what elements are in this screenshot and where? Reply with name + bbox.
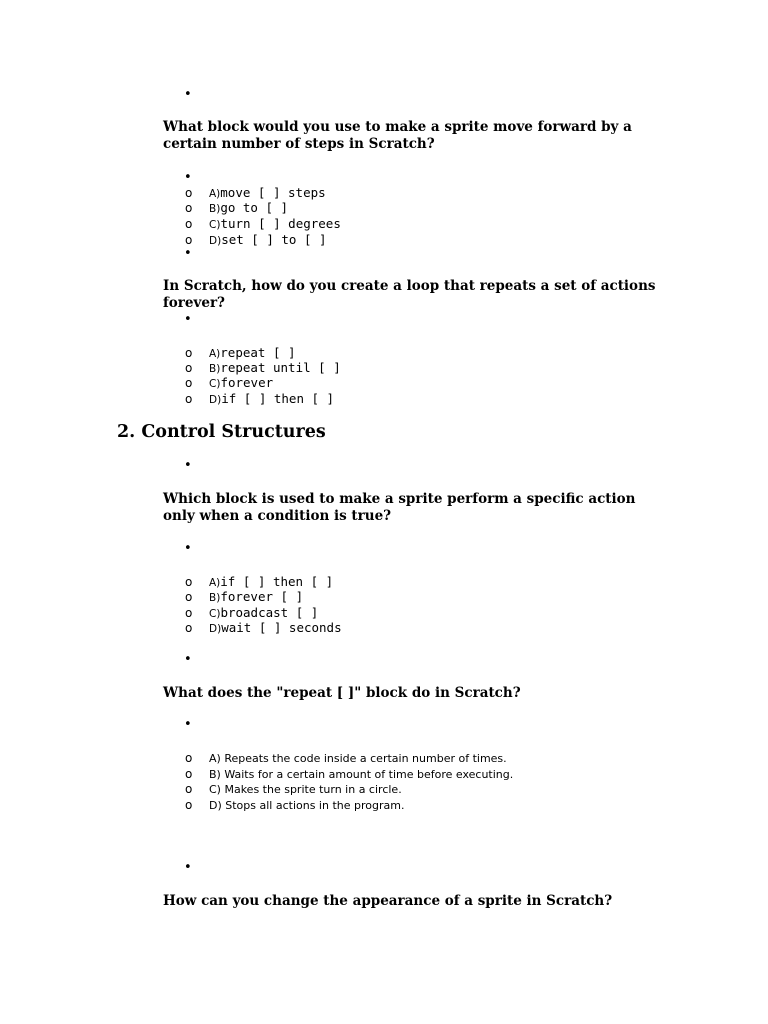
option-letter: D) — [209, 394, 222, 406]
bullet-icon: • — [184, 246, 192, 261]
option-text: forever — [220, 375, 274, 390]
option-row — [185, 184, 326, 199]
option-marker: o — [185, 621, 193, 635]
option-letter: B) — [209, 203, 221, 215]
option-text: turn [ ] degrees — [220, 216, 341, 231]
bullet-icon: • — [184, 170, 192, 185]
option-text: set [ ] to [ ] — [221, 232, 327, 247]
option-marker: o — [185, 767, 193, 781]
option-letter: A) — [209, 577, 221, 589]
option-text: forever [ ] — [220, 589, 304, 604]
question-1: What block would you use to make a sprite move forward by a certain number of steps in Scratch? — [163, 119, 632, 152]
option-letter: D) — [209, 623, 222, 635]
option-row — [185, 619, 342, 634]
option-marker: o — [185, 392, 193, 406]
option-letter: A) — [209, 348, 221, 360]
option-letter: A) — [209, 188, 221, 200]
option-row — [185, 749, 507, 764]
option-text: B) Waits for a certain amount of time before executing. — [209, 768, 514, 781]
bullet-icon: • — [184, 312, 192, 327]
option-text: repeat until [ ] — [220, 360, 341, 375]
bullet-icon: • — [184, 860, 192, 875]
question-5: How can you change the appearance of a sprite in Scratch? — [163, 893, 613, 909]
option-row — [185, 765, 513, 780]
option-marker: o — [185, 590, 193, 604]
option-text: A) Repeats the code inside a certain number of times. — [209, 752, 507, 765]
option-text: move [ ] steps — [220, 185, 326, 200]
option-row — [185, 390, 334, 405]
option-letter: D) — [209, 235, 222, 247]
bullet-icon: • — [184, 652, 192, 667]
option-letter: C) — [209, 378, 221, 390]
option-marker: o — [185, 233, 193, 247]
option-row — [185, 573, 333, 588]
option-letter: C) — [209, 608, 221, 620]
option-row — [185, 231, 327, 246]
option-row — [185, 604, 318, 619]
bullet-icon: • — [184, 87, 192, 102]
option-letter: C) — [209, 219, 221, 231]
question-2: In Scratch, how do you create a loop that repeats a set of actions forever? — [163, 278, 656, 311]
option-marker: o — [185, 798, 193, 812]
option-marker: o — [185, 751, 193, 765]
option-marker: o — [185, 186, 193, 200]
option-marker: o — [185, 201, 193, 215]
section-heading: 2. Control Structures — [117, 422, 326, 442]
option-row — [185, 374, 273, 389]
bullet-icon: • — [184, 541, 192, 556]
option-row — [185, 796, 404, 811]
option-marker: o — [185, 575, 193, 589]
option-letter: B) — [209, 592, 221, 604]
option-text: repeat [ ] — [220, 345, 296, 360]
option-row — [185, 215, 341, 230]
option-row — [185, 780, 402, 795]
bullet-icon: • — [184, 717, 192, 732]
option-text: go to [ ] — [220, 200, 289, 215]
question-3: Which block is used to make a sprite perform a specific action only when a condition is true? — [163, 491, 636, 524]
question-4: What does the "repeat [ ]" block do in Scratch? — [163, 685, 521, 701]
option-text: if [ ] then [ ] — [220, 574, 334, 589]
option-marker: o — [185, 606, 193, 620]
option-text: D) Stops all actions in the program. — [209, 799, 405, 812]
option-marker: o — [185, 361, 193, 375]
option-row — [185, 199, 288, 214]
option-row — [185, 359, 341, 374]
option-text: wait [ ] seconds — [221, 620, 342, 635]
option-marker: o — [185, 782, 193, 796]
bullet-icon: • — [184, 458, 192, 473]
option-marker: o — [185, 217, 193, 231]
option-letter: B) — [209, 363, 221, 375]
option-row — [185, 344, 296, 359]
option-text: C) Makes the sprite turn in a circle. — [209, 783, 402, 796]
option-text: if [ ] then [ ] — [221, 391, 335, 406]
option-marker: o — [185, 346, 193, 360]
option-text: broadcast [ ] — [220, 605, 319, 620]
option-row — [185, 588, 303, 603]
option-marker: o — [185, 376, 193, 390]
